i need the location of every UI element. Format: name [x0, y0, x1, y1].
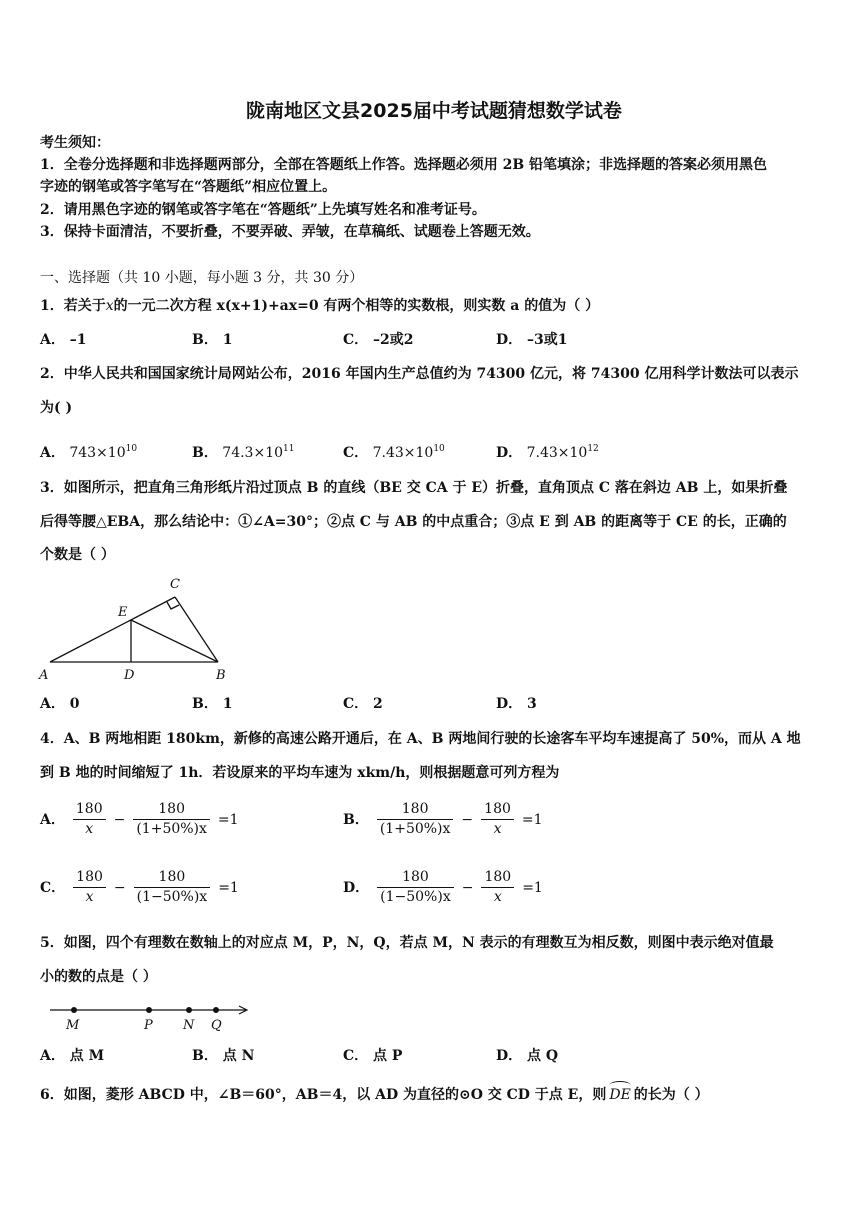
- option-label: D．: [343, 879, 370, 896]
- option-label: C．: [40, 879, 66, 896]
- q2-option-a[interactable]: [40, 439, 137, 463]
- option-label: D．: [496, 445, 523, 461]
- option-label: A．: [40, 811, 65, 828]
- option-base: 7.43×10: [372, 445, 434, 461]
- option-exp: 10: [125, 444, 138, 454]
- fig-label-c: C: [170, 577, 180, 592]
- denominator: (1+50%)x: [379, 821, 451, 837]
- point-m-label: M: [66, 1018, 80, 1033]
- numerator: 180: [481, 868, 514, 888]
- q3-triangle-figure: [36, 572, 236, 684]
- option-label: B．: [192, 445, 218, 461]
- q5-option-b[interactable]: B． 点 N: [192, 1048, 255, 1064]
- option-exp: 12: [587, 444, 599, 454]
- option-base: 743×10: [69, 445, 126, 461]
- q1-post: 的一元二次方程 x(x+1)+ax=0 有两个相等的实数根，则实数 a 的值为（ ）: [113, 298, 600, 314]
- operator: −: [113, 811, 126, 828]
- q2-option-d[interactable]: [496, 439, 599, 463]
- option-label: A．: [40, 445, 65, 461]
- point-q-label: Q: [211, 1018, 222, 1033]
- q1-pre: 1．若关于: [40, 298, 106, 314]
- q3-option-d[interactable]: D． 3: [496, 696, 537, 712]
- question-6: [40, 1085, 709, 1105]
- q2-option-c[interactable]: [343, 439, 445, 463]
- denominator: x: [493, 821, 502, 837]
- q5-option-c[interactable]: C． 点 P: [343, 1048, 403, 1064]
- q4-option-a[interactable]: [40, 800, 239, 839]
- q4-option-d[interactable]: [343, 868, 543, 907]
- option-label: B．: [343, 811, 369, 828]
- numerator: 180: [481, 800, 514, 820]
- rhs: =1: [522, 879, 543, 896]
- q1-option-d[interactable]: D． –3或1: [496, 332, 568, 348]
- q5-number-line: [44, 998, 256, 1034]
- q2-option-b[interactable]: [192, 439, 294, 463]
- fig-label-a: A: [39, 668, 49, 683]
- q3-line1: 3．如图所示，把直角三角形纸片沿过顶点 B 的直线（BE 交 CA 于 E）折叠，直角顶点 C 落在斜边 AB 上，如果折叠: [40, 480, 788, 496]
- fig-label-e: E: [118, 605, 128, 620]
- denominator: (1+50%)x: [136, 821, 207, 837]
- notice-line: 字迹的钢笔或答字笔写在“答题纸”相应位置上。: [40, 179, 337, 195]
- section-heading: 一、选择题（共 10 小题，每小题 3 分，共 30 分）: [40, 270, 364, 286]
- operator: −: [461, 879, 474, 896]
- q5-option-d[interactable]: D． 点 Q: [496, 1048, 559, 1064]
- q6-tail: 的长为（ ）: [633, 1087, 709, 1103]
- option-label: C．: [343, 445, 369, 461]
- operator: −: [113, 879, 126, 896]
- q5-option-a[interactable]: A． 点 M: [40, 1048, 105, 1064]
- q4-line2: 到 B 地的时间缩短了 1h．若设原来的平均车速为 xkm/h，则根据题意可列方程为: [40, 765, 560, 781]
- q1-option-b[interactable]: B． 1: [192, 332, 233, 348]
- q4-line1: 4．A、B 两地相距 180km，新修的高速公路开通后，在 A、B 两地间行驶的长途客车平均车速提高了 50%，而从 A 地: [40, 731, 801, 747]
- option-exp: 10: [433, 444, 445, 454]
- notice-line: 2．请用黑色字迹的钢笔或答字笔在“答题纸”上先填写姓名和准考证号。: [40, 202, 486, 218]
- q4-option-b[interactable]: [343, 800, 543, 839]
- point-n-label: N: [183, 1018, 195, 1033]
- q1-option-a[interactable]: A． –1: [40, 332, 87, 348]
- q3-option-c[interactable]: C． 2: [343, 696, 383, 712]
- rhs: =1: [218, 879, 239, 896]
- q3-option-a[interactable]: A． 0: [40, 696, 80, 712]
- numerator: 180: [73, 800, 106, 820]
- q3-line2: 后得等腰△EBA，那么结论中：①∠A=30°；②点 C 与 AB 的中点重合；③点 E 到 AB 的距离等于 CE 的长，正确的: [40, 514, 787, 530]
- numerator: 180: [377, 800, 454, 820]
- notice-line: 3．保持卡面清洁，不要折叠，不要弄破、弄皱，在草稿纸、试题卷上答题无效。: [40, 224, 540, 240]
- fig-label-b: B: [216, 668, 226, 683]
- q5-line2: 小的数的点是（ ）: [40, 969, 157, 985]
- numerator: 180: [73, 868, 106, 888]
- numerator: 180: [134, 868, 211, 888]
- q2-line2: 为( ): [40, 400, 73, 416]
- q1-var: x: [105, 298, 114, 314]
- numerator: 180: [377, 868, 454, 888]
- denominator: x: [85, 889, 94, 905]
- operator: −: [461, 811, 474, 828]
- q2-line1: 2．中华人民共和国国家统计局网站公布，2016 年国内生产总值约为 74300 亿元，将 74300 亿用科学计数法可以表示: [40, 366, 799, 382]
- notice-heading: 考生须知：: [40, 135, 110, 151]
- option-base: 74.3×10: [222, 445, 284, 461]
- rhs: =1: [217, 811, 239, 828]
- q6-arc-de: DE: [609, 1087, 631, 1103]
- denominator: (1−50%)x: [136, 889, 208, 905]
- q5-line1: 5．如图，四个有理数在数轴上的对应点 M，P，N，Q，若点 M，N 表示的有理数互为相反数，则图中表示绝对值最: [40, 935, 774, 951]
- option-exp: 11: [283, 444, 295, 454]
- point-p-label: P: [144, 1018, 153, 1033]
- denominator: x: [85, 821, 94, 837]
- numerator: 180: [133, 800, 210, 820]
- fig-label-d: D: [124, 668, 135, 683]
- q1-option-c[interactable]: C． –2或2: [343, 332, 414, 348]
- q3-option-b[interactable]: B． 1: [192, 696, 233, 712]
- q4-option-c[interactable]: [40, 868, 239, 907]
- denominator: x: [493, 889, 502, 905]
- rhs: =1: [521, 811, 543, 828]
- denominator: (1−50%)x: [380, 889, 451, 905]
- option-base: 7.43×10: [526, 445, 588, 461]
- question-1: [40, 296, 599, 316]
- page-title: 陇南地区文县2025届中考试题猜想数学试卷: [246, 100, 622, 122]
- q3-line3: 个数是（ ）: [40, 547, 115, 563]
- notice-line: 1．全卷分选择题和非选择题两部分，全部在答题纸上作答。选择题必须用 2B 铅笔填涂；非选择题的答案必须用黑色: [40, 157, 768, 173]
- q6-text: 6．如图，菱形 ABCD 中，∠B＝60°，AB＝4，以 AD 为直径的⊙O 交 CD 于点 E，则: [40, 1087, 607, 1103]
